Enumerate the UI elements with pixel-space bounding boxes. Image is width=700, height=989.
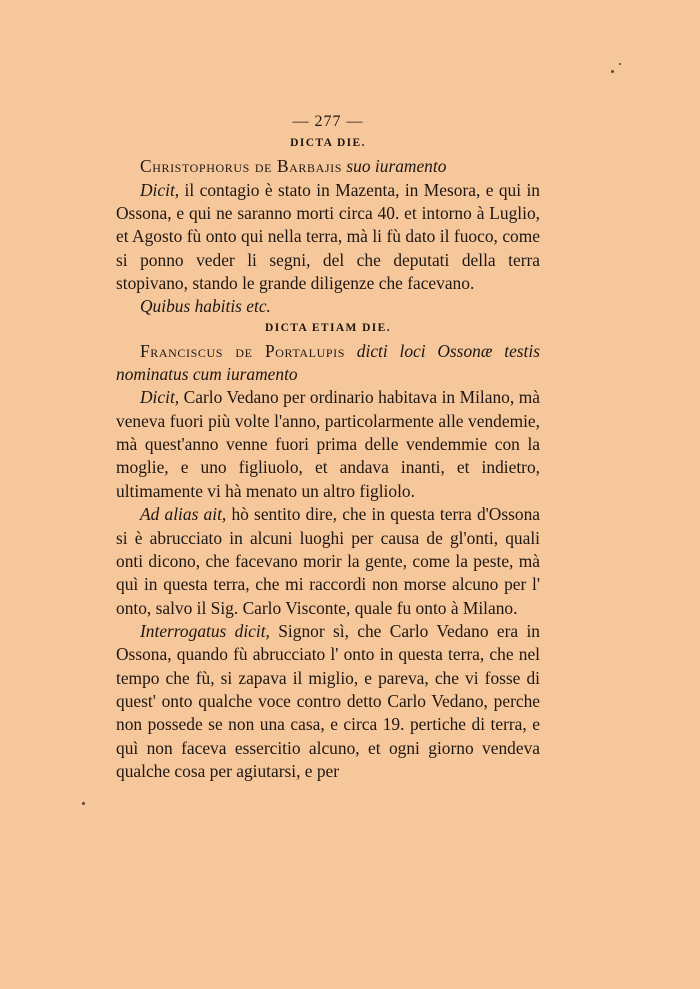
witness-title: dicti loci Ossonæ testis nominatus cum iuramento xyxy=(116,340,540,385)
page-number: — 277 — xyxy=(292,113,364,130)
witness-intro xyxy=(116,155,540,178)
ink-speck xyxy=(619,63,621,65)
witness-name: Christophorus de Barbajis xyxy=(140,156,343,177)
paragraph-lead: Dicit, xyxy=(140,387,180,408)
testimony-paragraph xyxy=(116,620,540,783)
testimony-paragraph xyxy=(116,503,540,620)
text-block xyxy=(116,92,540,783)
paragraph-lead: Dicit, xyxy=(140,179,180,200)
ink-speck xyxy=(611,70,614,73)
paragraph-text: Signor sì, che Carlo Vedano era in Ossona, quando fù abrucciato l' onto in questa terra, che nel tempo che fù, si zapava il miglio, e pareva, che vi fosse di quest' onto qualche voce contro detto Carlo Vedano, perche non possede se non una casa, e circa 19. pertiche di terra, e quì non faceva essercitio alcuno, et ogni giorno vendeva qualche cosa per agiutarsi, e per xyxy=(116,620,540,781)
witness-oath: suo iuramento xyxy=(346,156,447,177)
section-heading: DICTA ETIAM DIE. xyxy=(264,321,392,334)
paragraph-text: hò sentito dire, che in questa terra d'Ossona si è abrucciato in alcuni luoghi per causa de gl'onti, quali onti dicono, che facevano morir la gente, come la peste, mà quì in questa terra, che mi raccordi non morse alcuno per l' onto, salvo il Sig. Carlo Visconte, quale fu onto à Milano. xyxy=(116,504,541,618)
testimony-paragraph xyxy=(116,179,540,296)
paragraph-text: Carlo Vedano per ordinario habitava in Milano, mà veneva fuori più volte l'anno, particolarmente alle vendemie, mà quest'anno venne fuori prima delle vendemmie con la moglie, e uno figliuolo, et andava inanti, et indietro, ultimamente vi hà menato un altro figliolo. xyxy=(116,387,540,501)
paragraph-text: il contagio è stato in Mazenta, in Mesora, e qui in Ossona, e qui ne saranno morti circa 40. et intorno à Luglio, et Agosto fù onto qui nella terra, mà li fù dato il fuoco, come si ponno veder li segni, del che deputati della terra stopivano, stando le grande diligenze che facevano. xyxy=(116,179,540,294)
ink-speck xyxy=(82,802,85,805)
section-heading: DICTA DIE. xyxy=(290,137,366,150)
paragraph-lead: Ad alias ait, xyxy=(140,504,227,525)
witness-name: Franciscus de Portalupis xyxy=(140,340,345,361)
witness-intro xyxy=(116,340,540,387)
paragraph-lead: Interrogatus dicit, xyxy=(140,620,270,641)
closing-formula: Quibus habitis etc. xyxy=(140,296,271,317)
testimony-paragraph xyxy=(116,386,540,503)
